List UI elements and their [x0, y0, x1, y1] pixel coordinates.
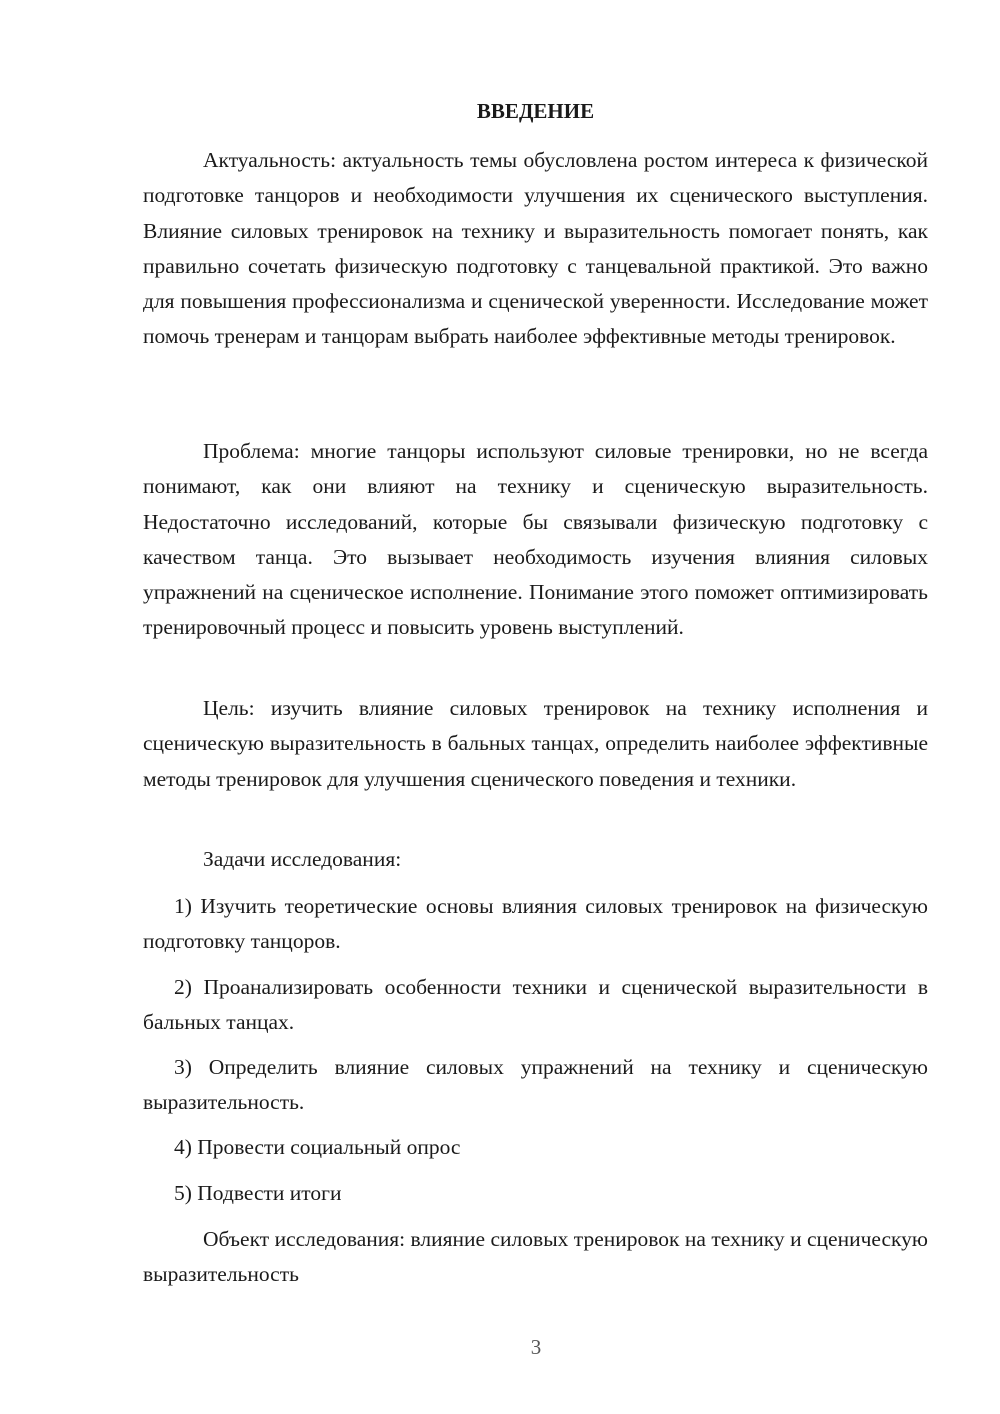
task-item-2: 2) Проанализировать особенности техники и сценической выразительности в бальных танцах. — [143, 975, 928, 1035]
task-item-3: 3) Определить влияние силовых упражнений на технику и сценическую выразительность. — [143, 1055, 928, 1115]
paragraph-goal: Цель: изучить влияние силовых тренировок на технику исполнения и сценическую выразительность в бальных танцах, определить наиболее эффективные методы тренировок для улучшения сценического поведения и техники. — [143, 696, 928, 791]
paragraph-problem: Проблема: многие танцоры используют силовые тренировки, но не всегда понимают, как они влияют на технику и сценическую выразительность. Недостаточно исследований, которые бы связывали физическую подготовку с качеством танца. Это вызывает необходимость изучения влияния силовых упражнений на сценическое исполнение. Понимание этого поможет оптимизировать тренировочный процесс и повысить уровень выступлений. — [143, 439, 928, 640]
paragraph-object: Объект исследования: влияние силовых тренировок на технику и сценическую выразительность — [143, 1227, 928, 1287]
task-item-1: 1) Изучить теоретические основы влияния силовых тренировок на физическую подготовку танцоров. — [143, 894, 928, 954]
paragraph-tasks-intro: Задачи исследования: — [203, 847, 402, 871]
paragraph-relevance: Актуальность: актуальность темы обусловлена ростом интереса к физической подготовке танцоров и необходимости улучшения их сценического выступления. Влияние силовых тренировок на технику и выразительность помогает понять, как правильно сочетать физическую подготовку с танцевальной практикой. Это важно для повышения профессионализма и сценической уверенности. Исследование может помочь тренерам и танцорам выбрать наиболее эффективные методы тренировок. — [143, 148, 928, 349]
task-item-5: 5) Подвести итоги — [174, 1181, 342, 1205]
task-item-4: 4) Провести социальный опрос — [174, 1135, 461, 1159]
page-title: ВВЕДЕНИЕ — [476, 99, 595, 123]
page-number: 3 — [530, 1335, 542, 1359]
